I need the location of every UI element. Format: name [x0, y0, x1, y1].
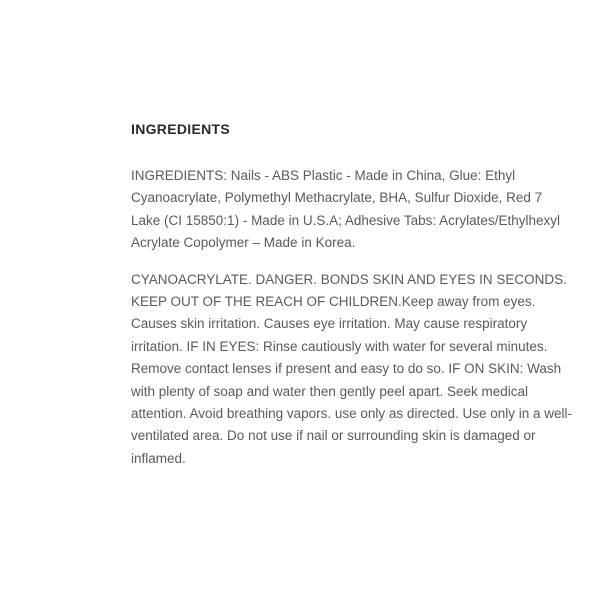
ingredients-paragraph: INGREDIENTS: Nails - ABS Plastic - Made in China, Glue: Ethyl Cyanoacrylate, Polymethyl Methacrylate, BHA, Sulfur Dioxide, Red 7 Lake (CI 15850:1) - Made in U.S.A; Adhesive Tabs: Acrylates/Ethylhexyl Acrylate Copolymer – Made in Korea. [131, 168, 560, 251]
section-title: INGREDIENTS [131, 121, 230, 137]
warning-paragraph: CYANOACRYLATE. DANGER. BONDS SKIN AND EYES IN SECONDS. KEEP OUT OF THE REACH OF CHILDREN.Keep away from eyes. Causes skin irritation. Causes eye irritation. May cause respiratory irritation. IF IN EYES: Rinse cautiously with water for several minutes. Remove contact lenses if present and easy to do so. IF ON SKIN: Wash with plenty of soap and water then gently peel apart. Seek medical attention. Avoid breathing vapors. use only as directed. Use only in a well-ventilated area. Do not use if nail or surrounding skin is damaged or inflamed. [131, 271, 573, 466]
ingredients-section [131, 119, 575, 470]
